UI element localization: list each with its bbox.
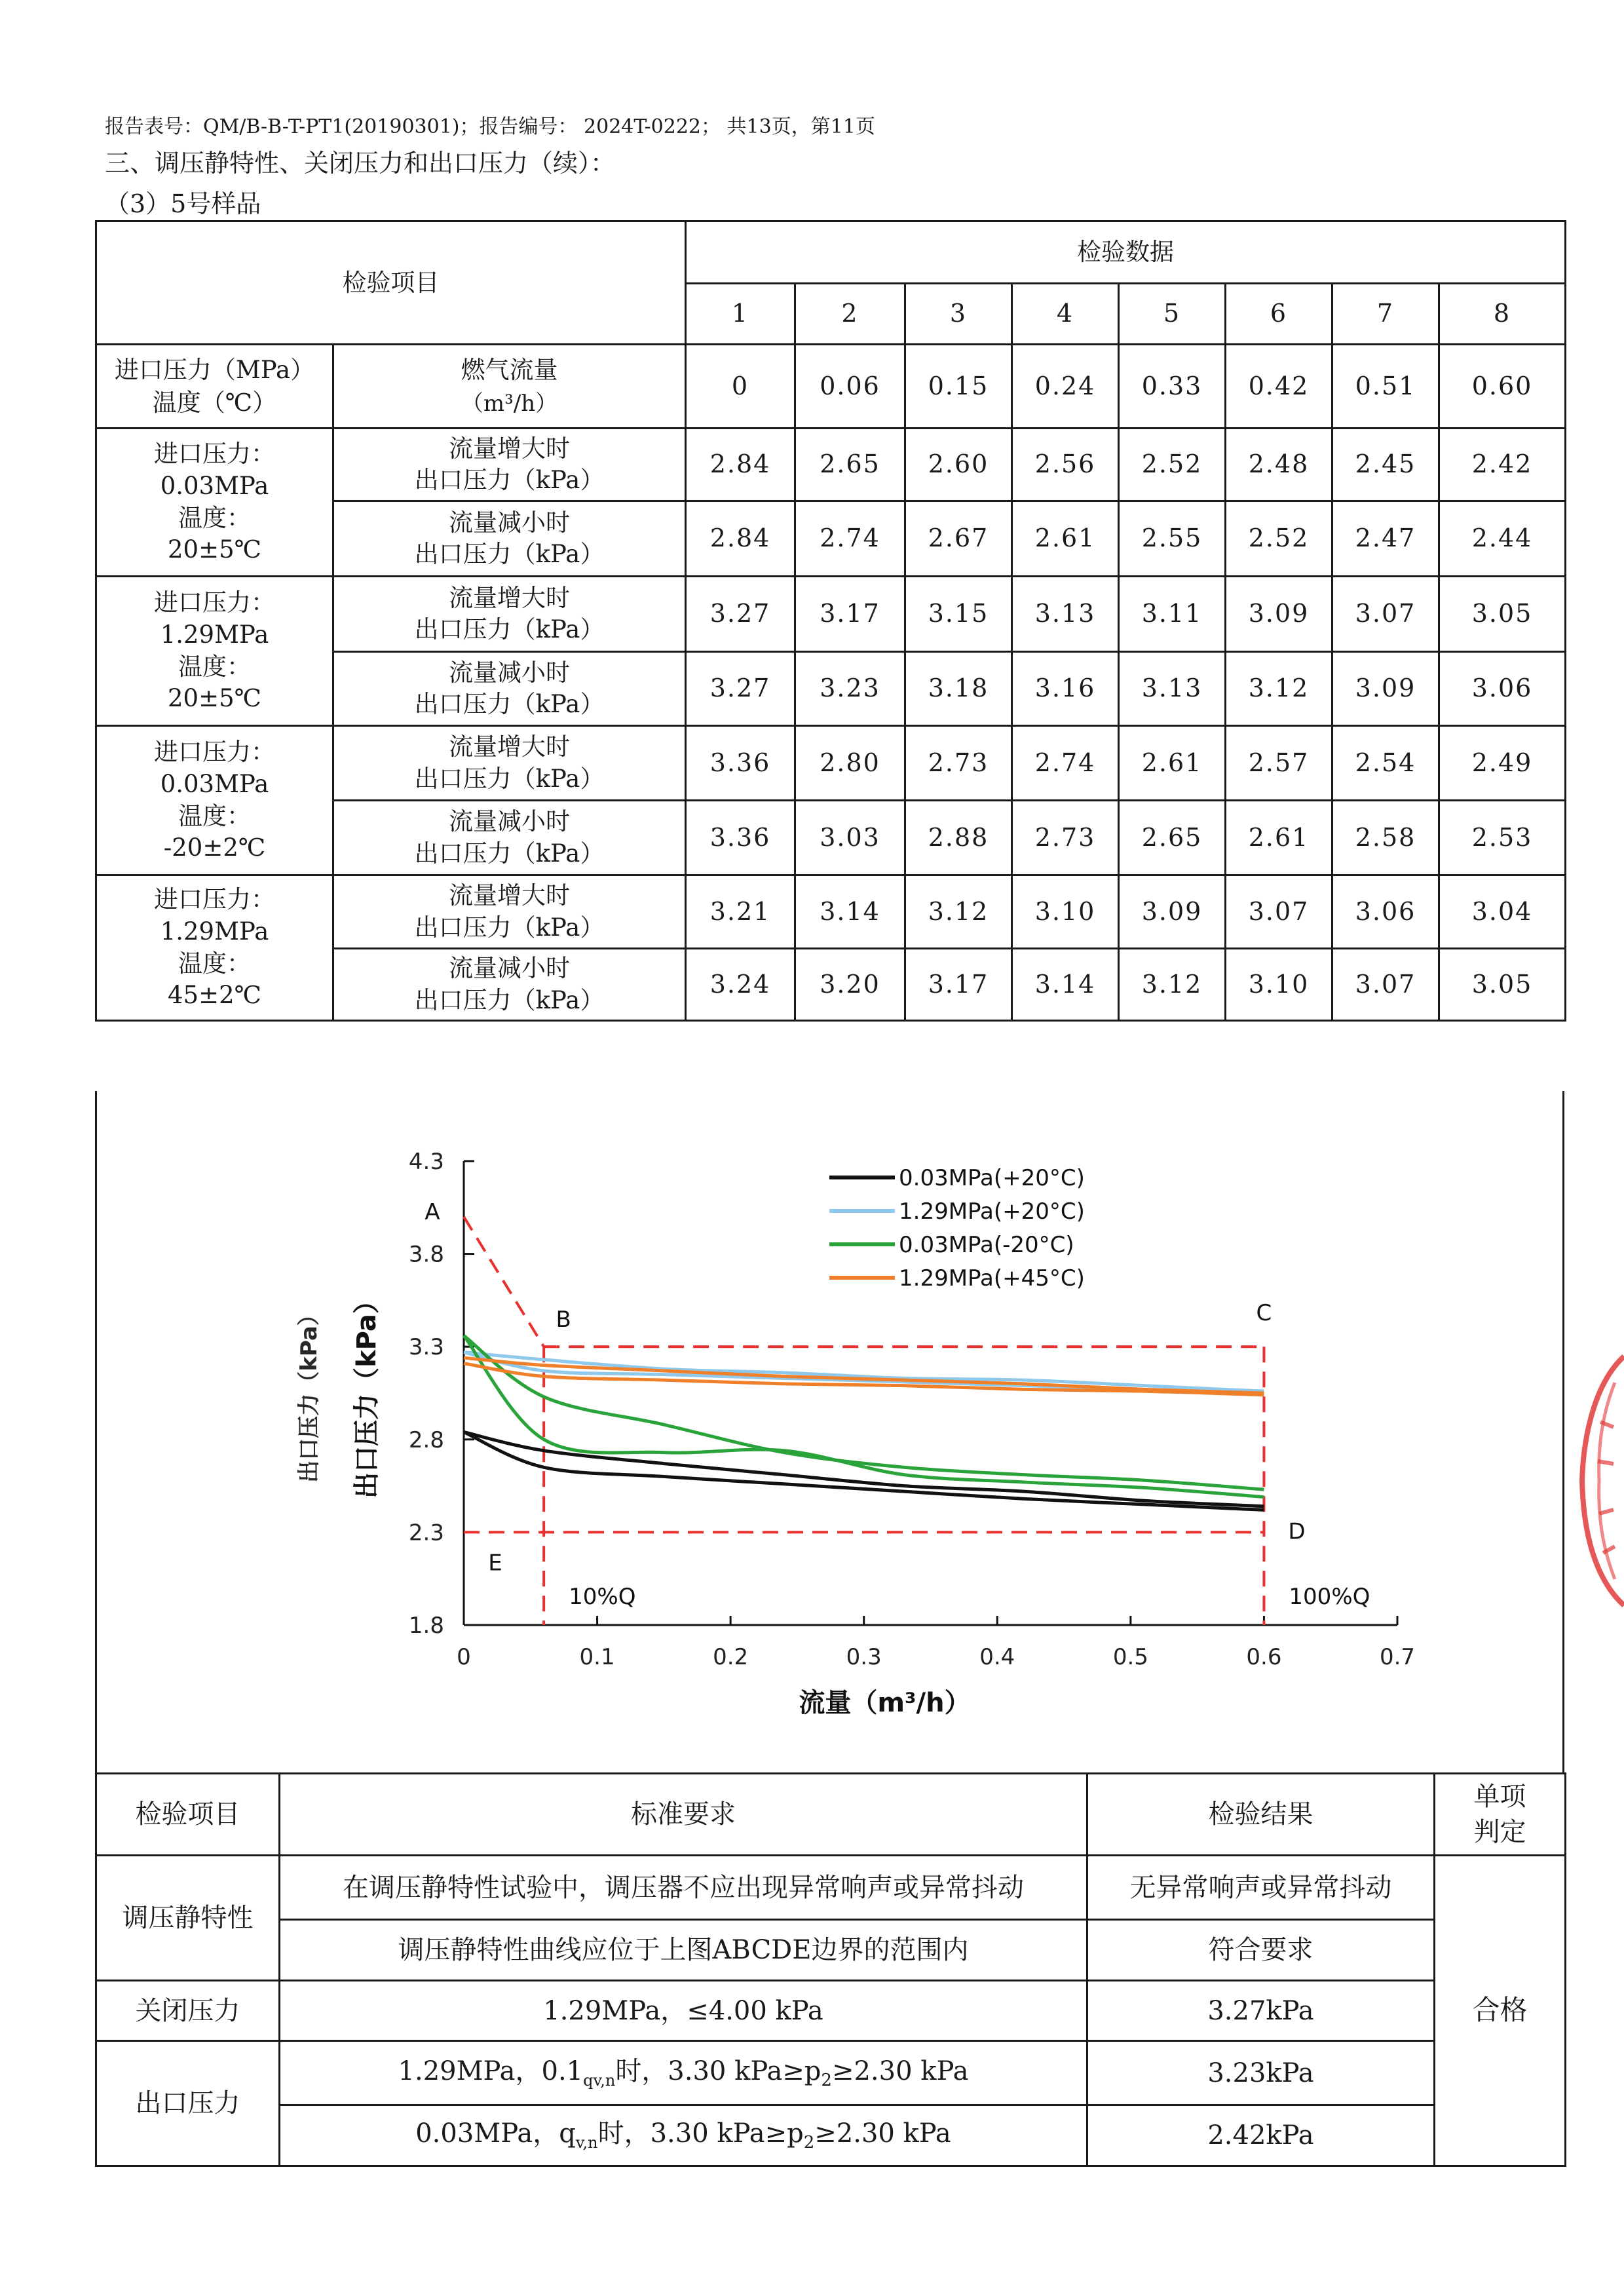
pressure-value-cell: 3.17 <box>905 949 1012 1021</box>
test-data-table <box>95 220 1566 1022</box>
y-tick-label: 4.3 <box>408 1149 444 1175</box>
column-number-cell: 7 <box>1332 284 1439 345</box>
column-number-cell: 3 <box>905 284 1012 345</box>
x-axis-title: 流量（m³/h） <box>799 1688 971 1718</box>
y-tick-label: 3.8 <box>408 1241 444 1268</box>
boundary-point-label: E <box>488 1550 502 1577</box>
pressure-value-cell: 3.20 <box>795 949 905 1021</box>
pressure-value-cell: 2.80 <box>795 726 905 801</box>
red-seal-stamp-icon <box>1569 1343 1624 1618</box>
chart-container <box>95 1091 1564 1772</box>
measurement-label-cell: 流量减小时 出口压力（kPa） <box>333 501 686 577</box>
pressure-value-cell: 3.12 <box>905 875 1012 949</box>
result-item-outlet-pressure: 出口压力 <box>96 2041 280 2166</box>
flow-value-cell: 0 <box>686 345 795 429</box>
measurement-label-cell: 流量增大时 出口压力（kPa） <box>333 875 686 949</box>
pressure-value-cell: 2.44 <box>1439 501 1566 577</box>
pressure-value-cell: 2.74 <box>795 501 905 577</box>
x-tick-label: 0.3 <box>846 1644 882 1670</box>
pressure-value-cell: 2.61 <box>1119 726 1226 801</box>
result-value: 符合要求 <box>1087 1920 1435 1981</box>
pressure-value-cell: 2.58 <box>1332 801 1439 875</box>
pressure-value-cell: 2.57 <box>1226 726 1332 801</box>
measurement-label-cell: 流量减小时 出口压力（kPa） <box>333 949 686 1021</box>
column-number-cell: 8 <box>1439 284 1566 345</box>
pressure-value-cell: 3.16 <box>1012 652 1119 726</box>
result-header-verdict: 单项 判定 <box>1435 1774 1566 1856</box>
x-tick-label: 0.7 <box>1379 1644 1416 1670</box>
result-header-item: 检验项目 <box>96 1774 280 1856</box>
y-tick-label: 3.3 <box>408 1334 444 1361</box>
pressure-value-cell: 2.47 <box>1332 501 1439 577</box>
pressure-value-cell: 2.42 <box>1439 429 1566 501</box>
result-requirement: 1.29MPa，≤4.00 kPa <box>280 1981 1087 2041</box>
boundary-point-label: A <box>425 1198 440 1225</box>
pressure-value-cell: 2.65 <box>795 429 905 501</box>
boundary-point-label: D <box>1288 1518 1306 1545</box>
report-header-line: 报告表号：QM/B-B-T-PT1(20190301)；报告编号： 2024T-0222； 共13页，第11页 <box>105 115 875 138</box>
result-requirement: 1.29MPa，$0.1_{qv,n}$时，3.30 $kPa\ge p_2\ge 2.30$ kPa <box>280 2041 1087 2105</box>
pressure-value-cell: 2.55 <box>1119 501 1226 577</box>
pressure-value-cell: 3.36 <box>686 801 795 875</box>
pressure-value-cell: 2.61 <box>1012 501 1119 577</box>
y-tick-label: 1.8 <box>408 1613 444 1639</box>
data-header-cell: 检验数据 <box>686 221 1566 284</box>
item-header-cell: 检验项目 <box>96 221 686 345</box>
pressure-value-cell: 3.12 <box>1226 652 1332 726</box>
pressure-value-cell: 3.17 <box>795 577 905 652</box>
result-header-requirement: 标准要求 <box>280 1774 1087 1856</box>
pressure-value-cell: 3.03 <box>795 801 905 875</box>
flow-value-cell: 0.06 <box>795 345 905 429</box>
pressure-value-cell: 3.14 <box>795 875 905 949</box>
pressure-value-cell: 2.65 <box>1119 801 1226 875</box>
result-value: 3.27kPa <box>1087 1981 1435 2041</box>
flow-row-label-a: 进口压力（MPa） 温度（℃） <box>96 345 333 429</box>
pressure-flow-chart <box>97 1091 1562 1772</box>
pressure-value-cell: 2.74 <box>1012 726 1119 801</box>
pressure-value-cell: 3.10 <box>1012 875 1119 949</box>
flow-value-cell: 0.51 <box>1332 345 1439 429</box>
pressure-value-cell: 2.84 <box>686 501 795 577</box>
pressure-value-cell: 3.04 <box>1439 875 1566 949</box>
pressure-value-cell: 3.09 <box>1332 652 1439 726</box>
result-value: 无异常响声或异常抖动 <box>1087 1856 1435 1920</box>
pressure-value-cell: 3.15 <box>905 577 1012 652</box>
column-number-cell: 5 <box>1119 284 1226 345</box>
flow-value-cell: 0.15 <box>905 345 1012 429</box>
column-number-cell: 6 <box>1226 284 1332 345</box>
y-tick-label: 2.3 <box>408 1520 444 1546</box>
result-header-result: 检验结果 <box>1087 1774 1435 1856</box>
pressure-value-cell: 3.12 <box>1119 949 1226 1021</box>
x-tick-label: 0.2 <box>713 1644 749 1670</box>
condition-cell: 进口压力： 0.03MPa 温度： 20±5℃ <box>96 429 333 577</box>
pressure-value-cell: 2.48 <box>1226 429 1332 501</box>
flow-value-cell: 0.60 <box>1439 345 1566 429</box>
pressure-value-cell: 3.13 <box>1012 577 1119 652</box>
pressure-value-cell: 3.07 <box>1226 875 1332 949</box>
pressure-value-cell: 2.73 <box>905 726 1012 801</box>
x-tick-label: 0.1 <box>579 1644 615 1670</box>
pressure-value-cell: 3.09 <box>1119 875 1226 949</box>
series-line-up <box>464 1432 1264 1510</box>
result-value: 3.23kPa <box>1087 2041 1435 2105</box>
measurement-label-cell: 流量减小时 出口压力（kPa） <box>333 801 686 875</box>
pressure-value-cell: 3.07 <box>1332 577 1439 652</box>
result-value: 2.42kPa <box>1087 2105 1435 2166</box>
result-requirement: 在调压静特性试验中，调压器不应出现异常响声或异常抖动 <box>280 1856 1087 1920</box>
pressure-value-cell: 2.45 <box>1332 429 1439 501</box>
boundary-annotation: 100%Q <box>1289 1584 1370 1610</box>
pressure-value-cell: 2.84 <box>686 429 795 501</box>
pressure-value-cell: 2.56 <box>1012 429 1119 501</box>
measurement-label-cell: 流量减小时 出口压力（kPa） <box>333 652 686 726</box>
result-item-static-characteristic: 调压静特性 <box>96 1856 280 1981</box>
pressure-value-cell: 2.52 <box>1119 429 1226 501</box>
flow-row-label-b: 燃气流量 （m³/h） <box>333 345 686 429</box>
sample-subtitle: （3）5号样品 <box>105 189 261 218</box>
pressure-value-cell: 3.06 <box>1439 652 1566 726</box>
y-tick-label: 2.8 <box>408 1426 444 1453</box>
pressure-value-cell: 2.53 <box>1439 801 1566 875</box>
boundary-segment-ab <box>464 1217 544 1347</box>
flow-value-cell: 0.33 <box>1119 345 1226 429</box>
pressure-value-cell: 3.07 <box>1332 949 1439 1021</box>
column-number-cell: 2 <box>795 284 905 345</box>
legend-entry: 1.29MPa(+45°C) <box>899 1265 1085 1292</box>
pressure-value-cell: 3.21 <box>686 875 795 949</box>
flow-value-cell: 0.24 <box>1012 345 1119 429</box>
pressure-value-cell: 3.14 <box>1012 949 1119 1021</box>
boundary-annotation: 10%Q <box>569 1584 636 1610</box>
pressure-value-cell: 2.67 <box>905 501 1012 577</box>
measurement-label-cell: 流量增大时 出口压力（kPa） <box>333 726 686 801</box>
pressure-value-cell: 2.88 <box>905 801 1012 875</box>
x-tick-label: 0.5 <box>1112 1644 1148 1670</box>
column-number-cell: 1 <box>686 284 795 345</box>
result-verdict: 合格 <box>1435 1856 1566 2166</box>
legend-entry: 0.03MPa(-20°C) <box>899 1232 1074 1258</box>
pressure-value-cell: 2.49 <box>1439 726 1566 801</box>
pressure-value-cell: 3.24 <box>686 949 795 1021</box>
pressure-value-cell: 3.23 <box>795 652 905 726</box>
pressure-value-cell: 3.05 <box>1439 577 1566 652</box>
x-tick-label: 0.6 <box>1246 1644 1282 1670</box>
legend-entry: 1.29MPa(+20°C) <box>899 1198 1085 1225</box>
flow-value-cell: 0.42 <box>1226 345 1332 429</box>
y-axis-title-duplicate: 出口压力（kPa） <box>296 1303 322 1483</box>
boundary-point-label: B <box>556 1307 571 1333</box>
section-title: 三、调压静特性、关闭压力和出口压力（续）： <box>105 149 616 178</box>
result-requirement: 调压静特性曲线应位于上图ABCDE边界的范围内 <box>280 1920 1087 1981</box>
pressure-value-cell: 3.36 <box>686 726 795 801</box>
legend-entry: 0.03MPa(+20°C) <box>899 1165 1085 1191</box>
pressure-value-cell: 3.09 <box>1226 577 1332 652</box>
pressure-value-cell: 3.06 <box>1332 875 1439 949</box>
y-axis-title: 出口压力（kPa） <box>352 1288 382 1499</box>
measurement-label-cell: 流量增大时 出口压力（kPa） <box>333 577 686 652</box>
condition-cell: 进口压力： 1.29MPa 温度： 45±2℃ <box>96 875 333 1021</box>
result-item-closing-pressure: 关闭压力 <box>96 1981 280 2041</box>
pressure-value-cell: 2.54 <box>1332 726 1439 801</box>
result-table <box>95 1772 1566 2167</box>
pressure-value-cell: 3.27 <box>686 652 795 726</box>
pressure-value-cell: 2.60 <box>905 429 1012 501</box>
pressure-value-cell: 3.27 <box>686 577 795 652</box>
series-line-down <box>464 1432 1264 1506</box>
result-requirement: 0.03MPa，$q_{v,n}$时，3.30 $kPa\ge p_2\ge 2.30$ kPa <box>280 2105 1087 2166</box>
measurement-label-cell: 流量增大时 出口压力（kPa） <box>333 429 686 501</box>
pressure-value-cell: 3.10 <box>1226 949 1332 1021</box>
pressure-value-cell: 3.18 <box>905 652 1012 726</box>
pressure-value-cell: 3.13 <box>1119 652 1226 726</box>
pressure-value-cell: 2.52 <box>1226 501 1332 577</box>
condition-cell: 进口压力： 0.03MPa 温度： -20±2℃ <box>96 726 333 875</box>
condition-cell: 进口压力： 1.29MPa 温度： 20±5℃ <box>96 577 333 726</box>
pressure-value-cell: 2.61 <box>1226 801 1332 875</box>
pressure-value-cell: 2.73 <box>1012 801 1119 875</box>
pressure-value-cell: 3.05 <box>1439 949 1566 1021</box>
pressure-value-cell: 3.11 <box>1119 577 1226 652</box>
column-number-cell: 4 <box>1012 284 1119 345</box>
boundary-point-label: C <box>1256 1300 1272 1327</box>
x-tick-label: 0 <box>457 1644 471 1670</box>
x-tick-label: 0.4 <box>979 1644 1015 1670</box>
